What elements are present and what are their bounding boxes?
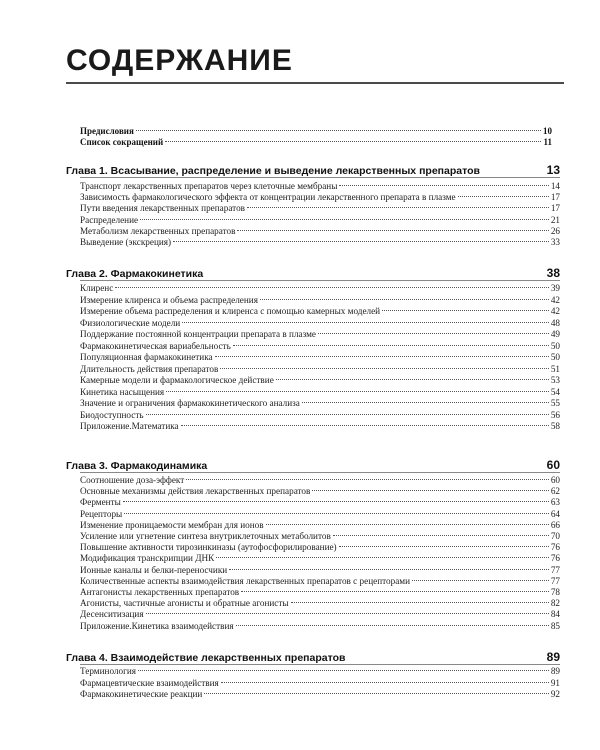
toc-entry-label: Десенситизация: [80, 609, 144, 619]
toc-entry-label: Повышение активности тирозинкиназы (аутофосфорилирование): [80, 542, 337, 552]
leader-dots: [115, 287, 549, 288]
page-title: СОДЕРЖАНИЕ: [66, 44, 293, 77]
toc-entry-page: 17: [550, 192, 560, 202]
toc-entry-page: 70: [550, 531, 560, 541]
toc-entry[interactable]: [80, 295, 560, 305]
toc-entry-label: Пути введения лекарственных препаратов: [80, 203, 245, 213]
leader-dots: [215, 356, 549, 357]
toc-entry-page: 89: [550, 666, 560, 676]
toc-entry-page: 42: [550, 295, 560, 305]
chapter-heading-page: 38: [546, 266, 560, 280]
toc-entry-label: Рецепторы: [80, 509, 123, 519]
toc-entry[interactable]: [80, 329, 560, 339]
toc-entry-page: 17: [550, 203, 560, 213]
toc-entry[interactable]: [80, 283, 560, 293]
toc-entry-label: Физиологические модели: [80, 318, 181, 328]
toc-entry[interactable]: [80, 598, 560, 608]
toc-entry[interactable]: [80, 475, 560, 485]
toc-entry[interactable]: [80, 509, 560, 519]
toc-entry-page: 33: [550, 237, 560, 247]
chapter-divider: [80, 664, 560, 665]
chapter-divider: [80, 472, 560, 473]
leader-dots: [229, 569, 549, 570]
chapter-heading-label: Глава 2. Фармакокинетика: [66, 268, 204, 280]
toc-entry[interactable]: [80, 553, 560, 563]
toc-entry-label: Приложение.Кинетика взаимодействия: [80, 621, 234, 631]
toc-entry-label: Количественные аспекты взаимодействия лекарственных препаратов с рецепторами: [80, 576, 411, 586]
chapter-heading[interactable]: [66, 163, 560, 177]
chapter-divider: [80, 280, 560, 281]
toc-entry-page: 64: [550, 509, 560, 519]
toc-entry-label: Зависимость фармакологического эффекта от концентрации лекарственного препарата в плазме: [80, 192, 456, 202]
leader-dots: [220, 368, 548, 369]
toc-entry-label: Приложение.Математика: [80, 421, 179, 431]
front-matter-item-label: Предисловия: [80, 126, 134, 136]
leader-dots: [173, 241, 549, 242]
toc-entry-page: 56: [550, 410, 560, 420]
leader-dots: [333, 535, 549, 536]
toc-entry-page: 54: [550, 387, 560, 397]
toc-entry[interactable]: [80, 520, 560, 530]
toc-entry-page: 78: [550, 587, 560, 597]
toc-entry[interactable]: [80, 542, 560, 552]
front-matter-item-label: Список сокращений: [80, 137, 164, 147]
toc-entry-label: Ионные каналы и белки-переносчики: [80, 565, 228, 575]
toc-entry-label: Фармакокинетические реакции: [80, 689, 203, 699]
toc-entry-page: 77: [550, 565, 560, 575]
toc-entry-page: 77: [550, 576, 560, 586]
leader-dots: [123, 501, 549, 502]
toc-entry-page: 60: [550, 475, 560, 485]
toc-entry[interactable]: [80, 192, 560, 202]
toc-entry-label: Длительность действия препаратов: [80, 364, 219, 374]
toc-entry[interactable]: [80, 237, 560, 247]
toc-entry[interactable]: [80, 364, 560, 374]
toc-entry-page: 84: [550, 609, 560, 619]
toc-entry[interactable]: [80, 486, 560, 496]
toc-entry[interactable]: [80, 587, 560, 597]
leader-dots: [382, 310, 549, 311]
toc-entry[interactable]: [80, 531, 560, 541]
chapter-heading[interactable]: [66, 458, 560, 472]
chapter-divider: [80, 177, 560, 178]
toc-entry-label: Фармакокинетическая вариабельность: [80, 341, 231, 351]
toc-entry[interactable]: [80, 306, 560, 316]
toc-entry-label: Поддержание постоянной концентрации препарата в плазме: [80, 329, 317, 339]
toc-entry-label: Соотношение доза-эффект: [80, 475, 185, 485]
toc-entry-page: 66: [550, 520, 560, 530]
toc-entry-page: 42: [550, 306, 560, 316]
toc-entry-page: 39: [550, 283, 560, 293]
toc-entry[interactable]: [80, 666, 560, 676]
front-matter-item[interactable]: [80, 126, 552, 136]
leader-dots: [146, 613, 549, 614]
leader-dots: [339, 546, 549, 547]
leader-dots: [276, 379, 549, 380]
leader-dots: [166, 391, 549, 392]
leader-dots: [312, 490, 548, 491]
toc-entry-label: Ферменты: [80, 497, 121, 507]
toc-entry-page: 26: [550, 226, 560, 236]
leader-dots: [182, 322, 549, 323]
leader-dots: [260, 299, 549, 300]
toc-entry-label: Терминология: [80, 666, 137, 676]
toc-entry-page: 82: [550, 598, 560, 608]
toc-entry-page: 50: [550, 352, 560, 362]
leader-dots: [318, 333, 549, 334]
toc-entry-page: 51: [550, 364, 560, 374]
chapter-heading-label: Глава 1. Всасывание, распределение и выведение лекарственных препаратов: [66, 165, 480, 177]
toc-entry[interactable]: [80, 609, 560, 619]
leader-dots: [339, 185, 548, 186]
toc-entry-page: 49: [550, 329, 560, 339]
front-matter-item-page: 10: [543, 126, 552, 136]
toc-entry-label: Фармацевтические взаимодействия: [80, 678, 219, 688]
toc-entry[interactable]: [80, 352, 560, 362]
toc-entry-page: 48: [550, 318, 560, 328]
leader-dots: [266, 524, 549, 525]
front-matter-item[interactable]: [80, 137, 552, 147]
toc-entry[interactable]: [80, 565, 560, 575]
toc-entry-label: Антагонисты лекарственных препаратов: [80, 587, 240, 597]
toc-entry-label: Кинетика насыщения: [80, 387, 165, 397]
toc-entry-label: Биодоступность: [80, 410, 144, 420]
toc-entry-label: Модификация транскрипции ДНК: [80, 553, 215, 563]
leader-dots: [124, 513, 549, 514]
toc-entry[interactable]: [80, 181, 560, 191]
leader-dots: [136, 130, 541, 131]
leader-dots: [412, 580, 549, 581]
leader-dots: [458, 196, 549, 197]
toc-entry-page: 76: [550, 542, 560, 552]
toc-entry-page: 14: [550, 181, 560, 191]
leader-dots: [138, 670, 549, 671]
toc-entry[interactable]: [80, 398, 560, 408]
toc-entry[interactable]: [80, 576, 560, 586]
toc-entry-label: Основные механизмы действия лекарственных препаратов: [80, 486, 311, 496]
toc-entry-label: Измерение клиренса и объема распределения: [80, 295, 258, 305]
toc-entry-page: 63: [550, 497, 560, 507]
toc-entry-page: 58: [550, 421, 560, 431]
toc-entry-page: 76: [550, 553, 560, 563]
toc-entry-label: Агонисты, частичные агонисты и обратные агонисты: [80, 598, 289, 608]
toc-entry-page: 85: [550, 621, 560, 631]
leader-dots: [302, 402, 549, 403]
toc-entry-page: 62: [550, 486, 560, 496]
chapter-heading-page: 89: [546, 650, 560, 664]
toc-entry[interactable]: [80, 318, 560, 328]
leader-dots: [204, 693, 548, 694]
leader-dots: [216, 557, 549, 558]
leader-dots: [181, 425, 549, 426]
toc-entry-page: 92: [550, 689, 560, 699]
toc-entry-label: Усиление или угнетение синтеза внутриклеточных метаболитов: [80, 531, 331, 541]
chapter-heading[interactable]: [66, 266, 560, 280]
chapter-heading-page: 60: [546, 458, 560, 472]
chapter-heading-label: Глава 4. Взаимодействие лекарственных препаратов: [66, 652, 346, 664]
toc-entry-label: Транспорт лекарственных препаратов через клеточные мембраны: [80, 181, 338, 191]
leader-dots: [241, 591, 549, 592]
toc-entry[interactable]: [80, 341, 560, 351]
leader-dots: [237, 230, 548, 231]
leader-dots: [236, 625, 549, 626]
toc-entry[interactable]: [80, 689, 560, 699]
toc-entry[interactable]: [80, 215, 560, 225]
chapter-heading-page: 13: [546, 163, 560, 177]
leader-dots: [247, 207, 549, 208]
leader-dots: [233, 345, 549, 346]
toc-entry-label: Изменение проницаемости мембран для ионов: [80, 520, 264, 530]
front-matter-item-page: 11: [543, 137, 552, 147]
toc-entry-page: 55: [550, 398, 560, 408]
toc-entry-page: 53: [550, 375, 560, 385]
leader-dots: [146, 414, 549, 415]
leader-dots: [140, 219, 549, 220]
leader-dots: [221, 682, 549, 683]
toc-entry[interactable]: [80, 678, 560, 688]
toc-entry[interactable]: [80, 203, 560, 213]
toc-entry[interactable]: [80, 226, 560, 236]
toc-entry-label: Метаболизм лекарственных препаратов: [80, 226, 236, 236]
toc-entry-label: Распределение: [80, 215, 139, 225]
title-rule: [66, 82, 564, 84]
toc-entry[interactable]: [80, 387, 560, 397]
toc-entry[interactable]: [80, 497, 560, 507]
toc-entry-label: Выведение (экскреция): [80, 237, 172, 247]
toc-entry-label: Значение и ограничения фармакокинетического анализа: [80, 398, 300, 408]
toc-entry-label: Популяционная фармакокинетика: [80, 352, 213, 362]
leader-dots: [165, 141, 541, 142]
chapter-heading[interactable]: [66, 650, 560, 664]
toc-entry-label: Камерные модели и фармакологическое действие: [80, 375, 274, 385]
toc-entry-label: Клиренс: [80, 283, 114, 293]
leader-dots: [186, 479, 549, 480]
chapter-heading-label: Глава 3. Фармакодинамика: [66, 460, 208, 472]
toc-entry-page: 91: [550, 678, 560, 688]
toc-entry-page: 50: [550, 341, 560, 351]
toc-entry[interactable]: [80, 410, 560, 420]
leader-dots: [291, 602, 549, 603]
toc-entry-page: 21: [550, 215, 560, 225]
toc-entry-label: Измерение объема распределения и клиренса с помощью камерных моделей: [80, 306, 381, 316]
toc-entry[interactable]: [80, 621, 560, 631]
toc-entry[interactable]: [80, 421, 560, 431]
toc-entry[interactable]: [80, 375, 560, 385]
